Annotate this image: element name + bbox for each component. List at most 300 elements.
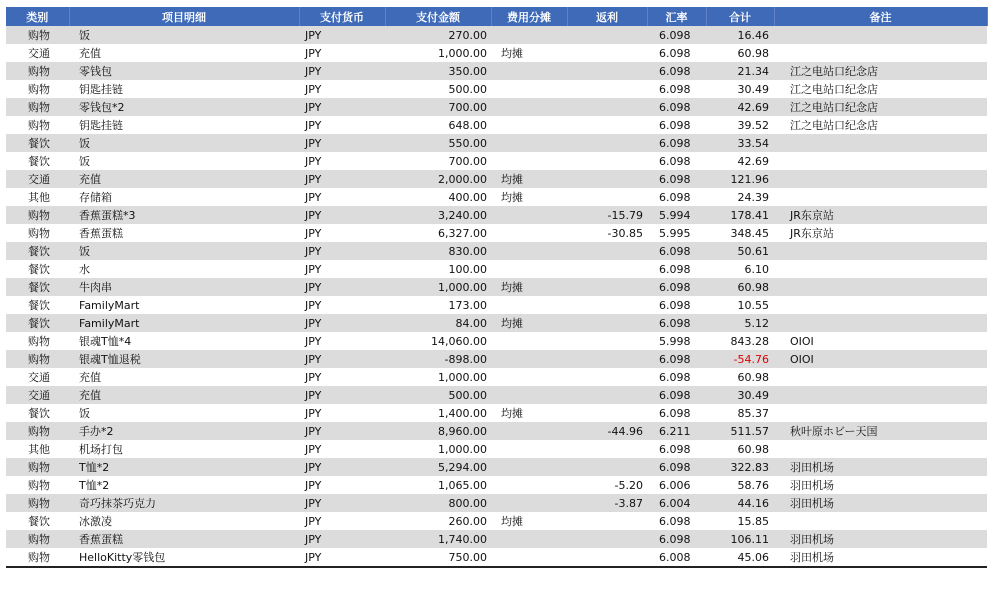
currency-cell[interactable]: JPY [299,260,385,278]
category-cell[interactable]: 餐饮 [6,152,69,170]
split-cell[interactable] [491,332,567,350]
note-cell[interactable] [774,404,987,422]
table-row [6,170,987,188]
total-cell[interactable]: 178.41 [706,206,774,224]
category-cell[interactable]: 其他 [6,188,69,206]
amount-cell[interactable]: 1,000.00 [385,368,491,386]
item-cell[interactable]: 香蕉蛋糕*3 [69,206,299,224]
rebate-cell[interactable] [567,170,647,188]
amount-cell[interactable]: 830.00 [385,242,491,260]
amount-cell[interactable]: 400.00 [385,188,491,206]
note-cell[interactable] [774,26,987,44]
currency-cell[interactable]: JPY [299,368,385,386]
note-cell[interactable] [774,170,987,188]
total-cell[interactable]: 58.76 [706,476,774,494]
amount-cell[interactable]: 350.00 [385,62,491,80]
note-cell[interactable] [774,152,987,170]
split-cell[interactable] [491,152,567,170]
rebate-cell[interactable] [567,242,647,260]
category-cell[interactable]: 购物 [6,62,69,80]
table-row [6,458,987,476]
note-cell[interactable]: 江之电站口纪念店 [774,116,987,134]
note-cell[interactable] [774,296,987,314]
item-cell[interactable]: T恤*2 [69,458,299,476]
table-row [6,242,987,260]
rate-cell[interactable]: 6.098 [647,296,706,314]
note-cell[interactable]: 羽田机场 [774,494,987,512]
currency-cell[interactable]: JPY [299,530,385,548]
total-cell[interactable]: 39.52 [706,116,774,134]
split-cell[interactable] [491,116,567,134]
category-cell[interactable]: 交通 [6,386,69,404]
item-cell[interactable]: 零钱包 [69,62,299,80]
item-cell[interactable]: 饭 [69,404,299,422]
currency-cell[interactable]: JPY [299,440,385,458]
note-cell[interactable]: 秋叶原ホビー天国 [774,422,987,440]
amount-cell[interactable]: 5,294.00 [385,458,491,476]
amount-cell[interactable]: -898.00 [385,350,491,368]
total-cell[interactable]: 60.98 [706,44,774,62]
item-cell[interactable]: 香蕉蛋糕 [69,530,299,548]
rebate-cell[interactable] [567,548,647,567]
currency-cell[interactable]: JPY [299,512,385,530]
currency-cell[interactable]: JPY [299,494,385,512]
rate-cell[interactable]: 6.098 [647,314,706,332]
note-cell[interactable]: JR东京站 [774,224,987,242]
table-row [6,350,987,368]
total-cell[interactable]: 42.69 [706,98,774,116]
rate-cell[interactable]: 6.211 [647,422,706,440]
item-cell[interactable]: HelloKitty零钱包 [69,548,299,567]
currency-cell[interactable]: JPY [299,224,385,242]
amount-cell[interactable]: 100.00 [385,260,491,278]
rate-cell[interactable]: 6.098 [647,440,706,458]
header-row [6,7,987,26]
rate-cell[interactable]: 6.098 [647,242,706,260]
total-cell[interactable]: 843.28 [706,332,774,350]
split-cell[interactable] [491,548,567,567]
rate-cell[interactable]: 6.098 [647,458,706,476]
split-cell[interactable] [491,296,567,314]
currency-cell[interactable]: JPY [299,422,385,440]
rebate-cell[interactable] [567,80,647,98]
total-cell[interactable]: 21.34 [706,62,774,80]
rebate-cell[interactable] [567,440,647,458]
rebate-cell[interactable] [567,44,647,62]
note-cell[interactable] [774,386,987,404]
currency-cell[interactable]: JPY [299,350,385,368]
amount-cell[interactable]: 550.00 [385,134,491,152]
note-cell[interactable] [774,368,987,386]
amount-cell[interactable]: 14,060.00 [385,332,491,350]
rebate-cell[interactable] [567,188,647,206]
amount-cell[interactable]: 1,000.00 [385,278,491,296]
currency-cell[interactable]: JPY [299,26,385,44]
category-cell[interactable]: 交通 [6,368,69,386]
rebate-cell[interactable] [567,260,647,278]
amount-cell[interactable]: 1,740.00 [385,530,491,548]
table-row [6,260,987,278]
rebate-cell[interactable] [567,332,647,350]
amount-cell[interactable]: 500.00 [385,386,491,404]
category-cell[interactable]: 购物 [6,494,69,512]
rate-cell[interactable]: 6.098 [647,152,706,170]
rate-cell[interactable]: 6.098 [647,350,706,368]
split-cell[interactable] [491,476,567,494]
amount-cell[interactable]: 500.00 [385,80,491,98]
rebate-cell[interactable] [567,512,647,530]
note-cell[interactable] [774,440,987,458]
currency-cell[interactable]: JPY [299,206,385,224]
split-cell[interactable] [491,494,567,512]
note-cell[interactable] [774,134,987,152]
table-row [6,332,987,350]
item-cell[interactable]: 冰激凌 [69,512,299,530]
amount-cell[interactable]: 1,065.00 [385,476,491,494]
category-cell[interactable]: 购物 [6,458,69,476]
rate-cell[interactable]: 6.098 [647,260,706,278]
rebate-cell[interactable] [567,26,647,44]
split-cell[interactable] [491,422,567,440]
rate-cell[interactable]: 5.998 [647,332,706,350]
split-cell[interactable] [491,26,567,44]
currency-cell[interactable]: JPY [299,458,385,476]
split-cell[interactable]: 均摊 [491,314,567,332]
category-cell[interactable]: 购物 [6,80,69,98]
split-cell[interactable] [491,224,567,242]
rate-cell[interactable]: 6.098 [647,62,706,80]
item-cell[interactable]: 奇巧抹茶巧克力 [69,494,299,512]
split-cell[interactable] [491,458,567,476]
item-cell[interactable]: 饭 [69,152,299,170]
table-row [6,224,987,242]
rate-cell[interactable]: 5.994 [647,206,706,224]
split-cell[interactable] [491,440,567,458]
note-cell[interactable] [774,242,987,260]
category-cell[interactable]: 餐饮 [6,242,69,260]
total-cell[interactable]: 121.96 [706,170,774,188]
item-cell[interactable]: 机场打包 [69,440,299,458]
note-cell[interactable] [774,512,987,530]
note-cell[interactable]: OIOI [774,332,987,350]
split-cell[interactable] [491,350,567,368]
total-cell[interactable]: 45.06 [706,548,774,567]
currency-cell[interactable]: JPY [299,404,385,422]
split-cell[interactable]: 均摊 [491,404,567,422]
table-row [6,62,987,80]
header-category[interactable]: 类别 [6,7,69,26]
currency-cell[interactable]: JPY [299,98,385,116]
rebate-cell[interactable] [567,116,647,134]
currency-cell[interactable]: JPY [299,242,385,260]
total-cell[interactable]: 24.39 [706,188,774,206]
currency-cell[interactable]: JPY [299,80,385,98]
currency-cell[interactable]: JPY [299,44,385,62]
split-cell[interactable]: 均摊 [491,170,567,188]
category-cell[interactable]: 购物 [6,206,69,224]
split-cell[interactable] [491,530,567,548]
rate-cell[interactable]: 6.006 [647,476,706,494]
table-row [6,98,987,116]
note-cell[interactable] [774,278,987,296]
amount-cell[interactable]: 270.00 [385,26,491,44]
rebate-cell[interactable] [567,404,647,422]
note-cell[interactable]: 羽田机场 [774,476,987,494]
total-cell[interactable]: 30.49 [706,80,774,98]
amount-cell[interactable]: 3,240.00 [385,206,491,224]
rate-cell[interactable]: 6.098 [647,80,706,98]
header-item[interactable]: 项目明细 [69,7,299,26]
currency-cell[interactable]: JPY [299,296,385,314]
note-cell[interactable] [774,314,987,332]
category-cell[interactable]: 购物 [6,98,69,116]
total-cell[interactable]: 60.98 [706,278,774,296]
rebate-cell[interactable] [567,368,647,386]
rate-cell[interactable]: 6.098 [647,404,706,422]
amount-cell[interactable]: 173.00 [385,296,491,314]
note-cell[interactable] [774,260,987,278]
category-cell[interactable]: 餐饮 [6,296,69,314]
category-cell[interactable]: 交通 [6,44,69,62]
item-cell[interactable]: 充值 [69,170,299,188]
amount-cell[interactable]: 700.00 [385,152,491,170]
header-note[interactable]: 备注 [774,7,987,26]
item-cell[interactable]: 香蕉蛋糕 [69,224,299,242]
rate-cell[interactable]: 6.098 [647,512,706,530]
category-cell[interactable]: 餐饮 [6,512,69,530]
note-cell[interactable]: 江之电站口纪念店 [774,80,987,98]
total-cell[interactable]: 50.61 [706,242,774,260]
header-amount[interactable]: 支付金额 [385,7,491,26]
split-cell[interactable] [491,242,567,260]
note-cell[interactable]: 羽田机场 [774,458,987,476]
note-cell[interactable]: 江之电站口纪念店 [774,98,987,116]
amount-cell[interactable]: 8,960.00 [385,422,491,440]
amount-cell[interactable]: 6,327.00 [385,224,491,242]
currency-cell[interactable]: JPY [299,314,385,332]
category-cell[interactable]: 餐饮 [6,260,69,278]
total-cell[interactable]: 33.54 [706,134,774,152]
total-cell[interactable]: 511.57 [706,422,774,440]
category-cell[interactable]: 餐饮 [6,278,69,296]
split-cell[interactable]: 均摊 [491,512,567,530]
total-cell[interactable]: 10.55 [706,296,774,314]
amount-cell[interactable]: 1,400.00 [385,404,491,422]
item-cell[interactable]: 牛肉串 [69,278,299,296]
rebate-cell[interactable]: -5.20 [567,476,647,494]
table-row [6,134,987,152]
split-cell[interactable] [491,134,567,152]
split-cell[interactable]: 均摊 [491,44,567,62]
item-cell[interactable]: 银魂T恤退税 [69,350,299,368]
rebate-cell[interactable] [567,386,647,404]
amount-cell[interactable]: 260.00 [385,512,491,530]
currency-cell[interactable]: JPY [299,116,385,134]
rate-cell[interactable]: 5.995 [647,224,706,242]
total-cell[interactable]: 42.69 [706,152,774,170]
category-cell[interactable]: 餐饮 [6,314,69,332]
item-cell[interactable]: FamilyMart [69,296,299,314]
amount-cell[interactable]: 2,000.00 [385,170,491,188]
currency-cell[interactable]: JPY [299,278,385,296]
total-cell[interactable]: 60.98 [706,440,774,458]
table-row [6,116,987,134]
rebate-cell[interactable]: -30.85 [567,224,647,242]
total-cell[interactable]: 106.11 [706,530,774,548]
currency-cell[interactable]: JPY [299,476,385,494]
note-cell[interactable] [774,44,987,62]
rebate-cell[interactable] [567,134,647,152]
table-row [6,26,987,44]
expense-table [6,7,988,568]
split-cell[interactable] [491,80,567,98]
category-cell[interactable]: 购物 [6,332,69,350]
amount-cell[interactable]: 750.00 [385,548,491,567]
table-row [6,404,987,422]
item-cell[interactable]: 充值 [69,386,299,404]
header-rebate[interactable]: 返利 [567,7,647,26]
table-row [6,314,987,332]
total-cell[interactable]: 16.46 [706,26,774,44]
amount-cell[interactable]: 1,000.00 [385,44,491,62]
currency-cell[interactable]: JPY [299,386,385,404]
item-cell[interactable]: 水 [69,260,299,278]
rate-cell[interactable]: 6.098 [647,98,706,116]
note-cell[interactable] [774,188,987,206]
rebate-cell[interactable] [567,350,647,368]
rate-cell[interactable]: 6.098 [647,278,706,296]
currency-cell[interactable]: JPY [299,188,385,206]
header-split[interactable]: 费用分摊 [491,7,567,26]
item-cell[interactable]: 充值 [69,368,299,386]
amount-cell[interactable]: 800.00 [385,494,491,512]
rate-cell[interactable]: 6.098 [647,116,706,134]
split-cell[interactable]: 均摊 [491,278,567,296]
category-cell[interactable]: 交通 [6,170,69,188]
note-cell[interactable]: JR东京站 [774,206,987,224]
currency-cell[interactable]: JPY [299,152,385,170]
amount-cell[interactable]: 84.00 [385,314,491,332]
rate-cell[interactable]: 6.098 [647,188,706,206]
total-cell[interactable]: 60.98 [706,368,774,386]
rebate-cell[interactable] [567,530,647,548]
header-currency[interactable]: 支付货币 [299,7,385,26]
rebate-cell[interactable] [567,296,647,314]
total-cell[interactable]: 30.49 [706,386,774,404]
rebate-cell[interactable] [567,278,647,296]
table-body [6,26,987,567]
note-cell[interactable]: 羽田机场 [774,548,987,567]
rate-cell[interactable]: 6.004 [647,494,706,512]
category-cell[interactable]: 购物 [6,476,69,494]
total-cell[interactable]: 348.45 [706,224,774,242]
header-total[interactable]: 合计 [706,7,774,26]
table-row [6,440,987,458]
item-cell[interactable]: 银魂T恤*4 [69,332,299,350]
item-cell[interactable]: 零钱包*2 [69,98,299,116]
note-cell[interactable]: 羽田机场 [774,530,987,548]
currency-cell[interactable]: JPY [299,548,385,567]
amount-cell[interactable]: 700.00 [385,98,491,116]
category-cell[interactable]: 购物 [6,422,69,440]
category-cell[interactable]: 购物 [6,26,69,44]
rebate-cell[interactable] [567,314,647,332]
item-cell[interactable]: 充值 [69,44,299,62]
item-cell[interactable]: 饭 [69,134,299,152]
currency-cell[interactable]: JPY [299,134,385,152]
category-cell[interactable]: 购物 [6,224,69,242]
header-rate[interactable]: 汇率 [647,7,706,26]
rebate-cell[interactable]: -44.96 [567,422,647,440]
item-cell[interactable]: 饭 [69,26,299,44]
amount-cell[interactable]: 1,000.00 [385,440,491,458]
split-cell[interactable] [491,98,567,116]
table-row [6,188,987,206]
rate-cell[interactable]: 6.098 [647,26,706,44]
currency-cell[interactable]: JPY [299,332,385,350]
rate-cell[interactable]: 6.098 [647,134,706,152]
category-cell[interactable]: 购物 [6,350,69,368]
split-cell[interactable] [491,206,567,224]
amount-cell[interactable]: 648.00 [385,116,491,134]
item-cell[interactable]: 钥匙挂链 [69,80,299,98]
category-cell[interactable]: 购物 [6,530,69,548]
item-cell[interactable]: T恤*2 [69,476,299,494]
rate-cell[interactable]: 6.098 [647,44,706,62]
rate-cell[interactable]: 6.098 [647,386,706,404]
rebate-cell[interactable] [567,62,647,80]
total-cell[interactable]: -54.76 [706,350,774,368]
category-cell[interactable]: 购物 [6,548,69,567]
split-cell[interactable]: 均摊 [491,188,567,206]
rebate-cell[interactable] [567,98,647,116]
total-cell[interactable]: 5.12 [706,314,774,332]
rebate-cell[interactable] [567,152,647,170]
item-cell[interactable]: 存储箱 [69,188,299,206]
category-cell[interactable]: 餐饮 [6,134,69,152]
rate-cell[interactable]: 6.008 [647,548,706,567]
rate-cell[interactable]: 6.098 [647,368,706,386]
currency-cell[interactable]: JPY [299,62,385,80]
table-row [6,44,987,62]
note-cell[interactable]: OIOI [774,350,987,368]
item-cell[interactable]: 饭 [69,242,299,260]
rate-cell[interactable]: 6.098 [647,170,706,188]
total-cell[interactable]: 44.16 [706,494,774,512]
rebate-cell[interactable] [567,458,647,476]
currency-cell[interactable]: JPY [299,170,385,188]
total-cell[interactable]: 6.10 [706,260,774,278]
item-cell[interactable]: 手办*2 [69,422,299,440]
split-cell[interactable] [491,368,567,386]
rate-cell[interactable]: 6.098 [647,530,706,548]
rebate-cell[interactable]: -3.87 [567,494,647,512]
split-cell[interactable] [491,386,567,404]
total-cell[interactable]: 15.85 [706,512,774,530]
table-row [6,422,987,440]
split-cell[interactable] [491,62,567,80]
note-cell[interactable]: 江之电站口纪念店 [774,62,987,80]
item-cell[interactable]: FamilyMart [69,314,299,332]
rebate-cell[interactable]: -15.79 [567,206,647,224]
total-cell[interactable]: 85.37 [706,404,774,422]
total-cell[interactable]: 322.83 [706,458,774,476]
item-cell[interactable]: 钥匙挂链 [69,116,299,134]
split-cell[interactable] [491,260,567,278]
category-cell[interactable]: 餐饮 [6,404,69,422]
category-cell[interactable]: 购物 [6,116,69,134]
category-cell[interactable]: 其他 [6,440,69,458]
